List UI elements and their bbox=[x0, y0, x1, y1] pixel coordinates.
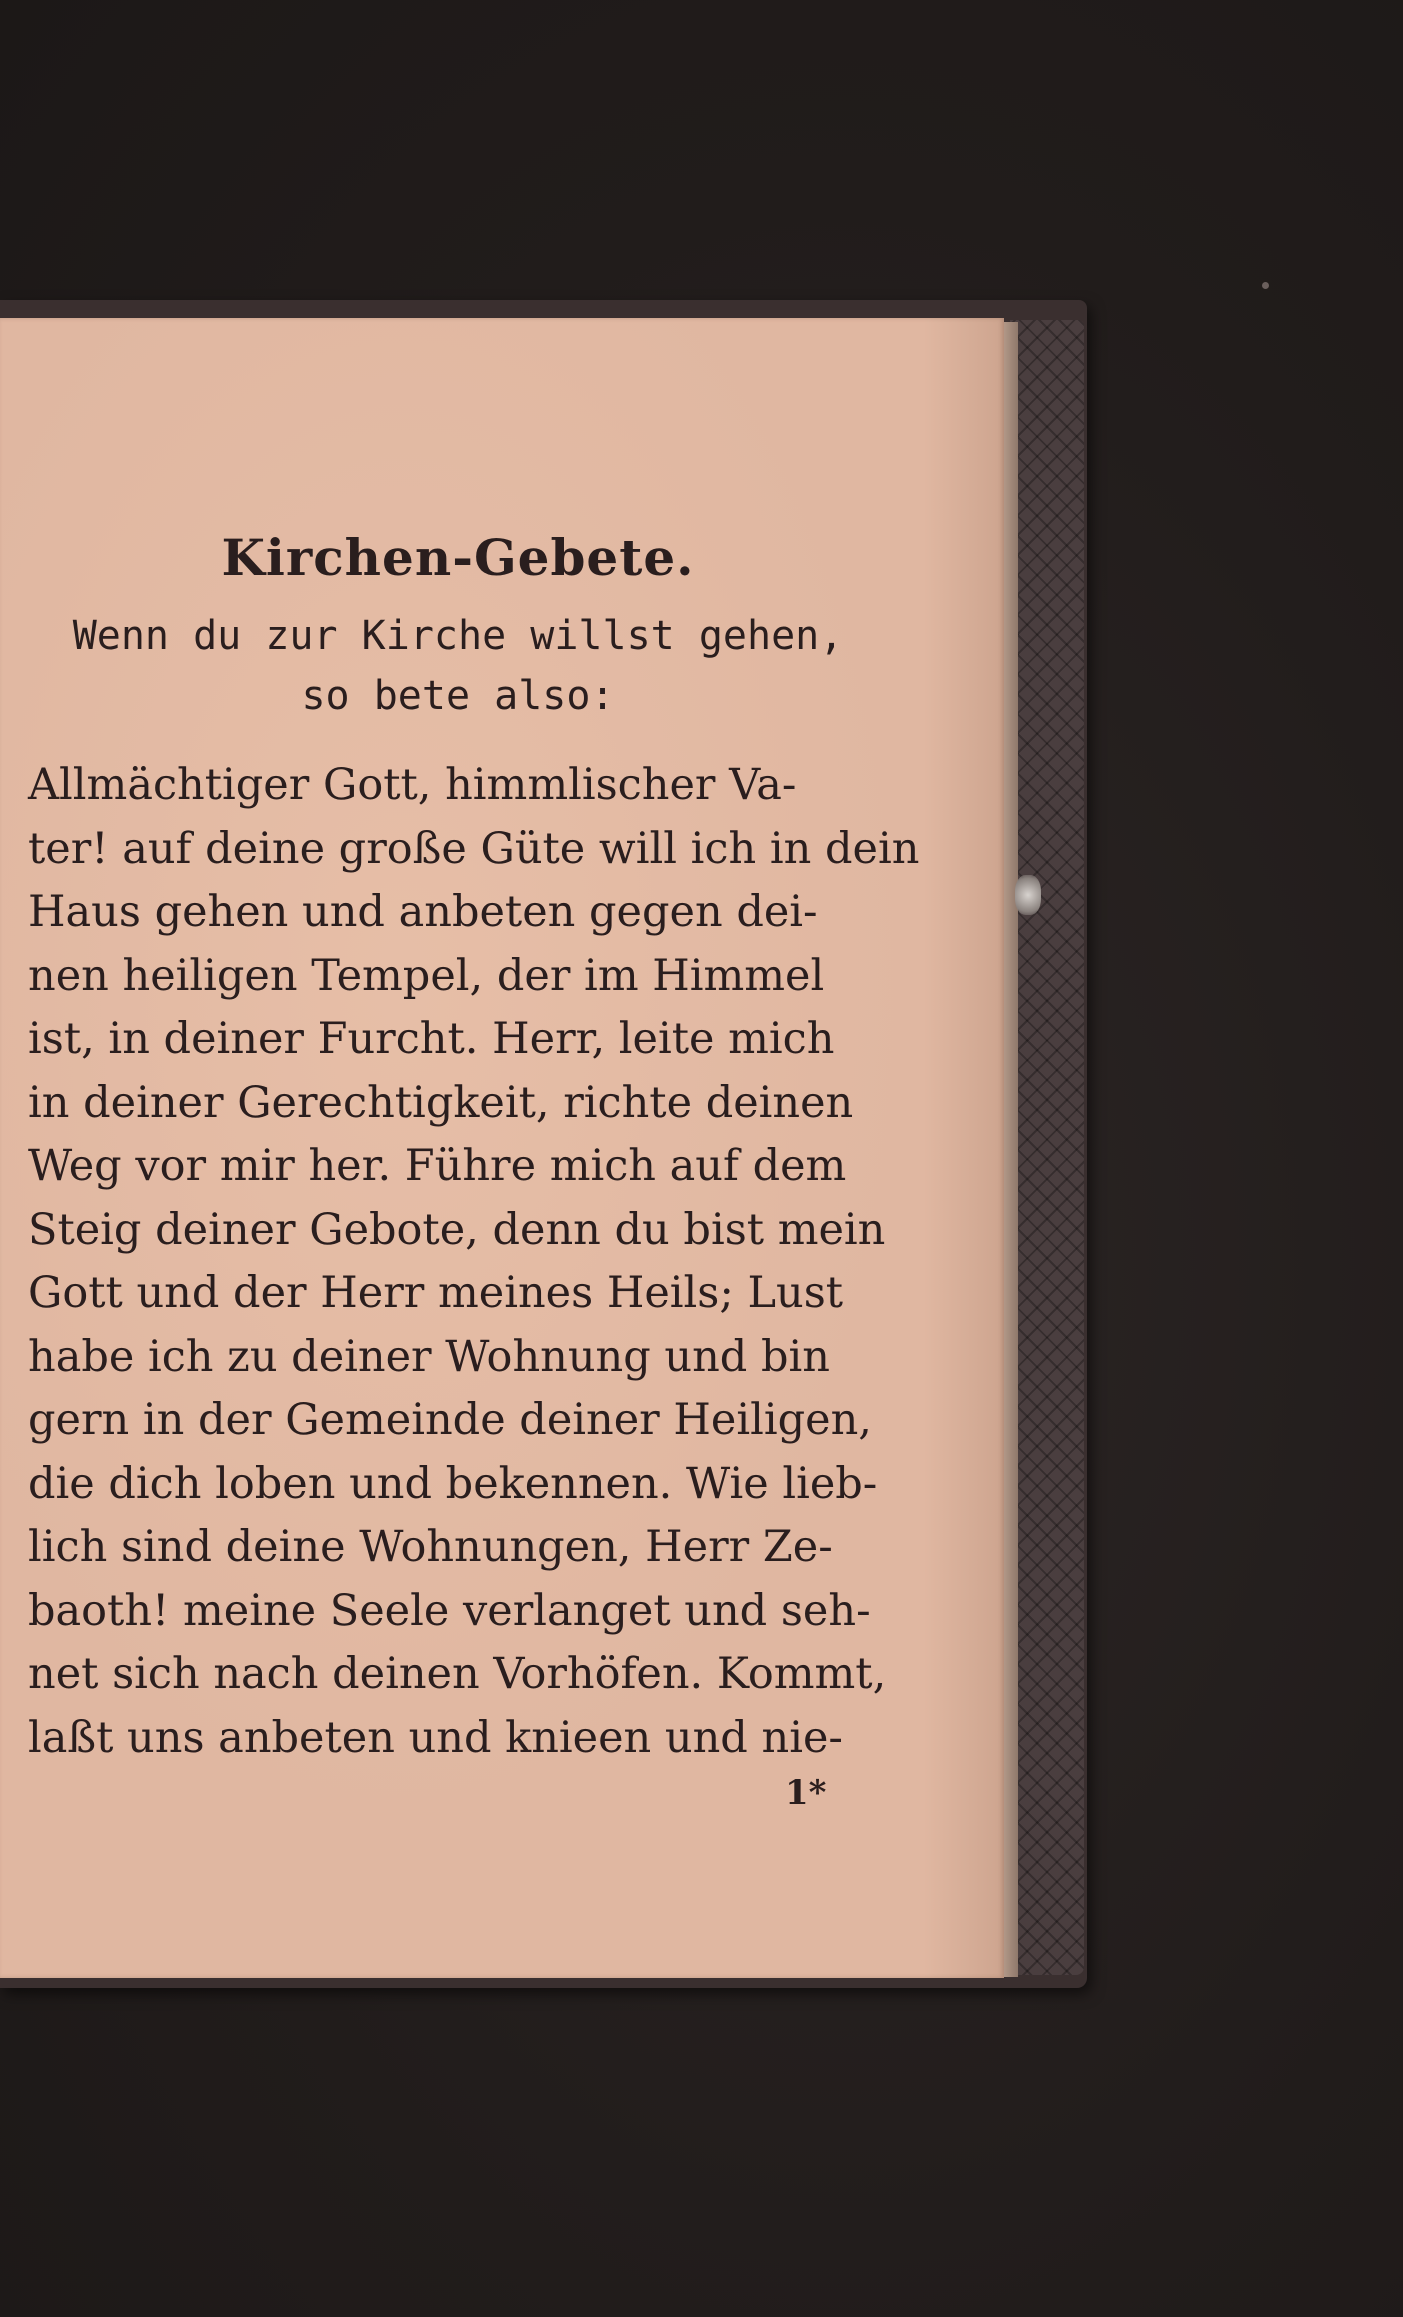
body-line: ist, in deiner Furcht. Herr, leite mich bbox=[28, 1014, 835, 1064]
body-line: Haus gehen und anbeten gegen dei- bbox=[28, 887, 818, 937]
intro-line: so bete also: bbox=[301, 673, 615, 719]
page-number: 1* bbox=[785, 1773, 827, 1813]
body-line: Gott und der Herr meines Heils; Lust bbox=[28, 1268, 844, 1318]
intro-text bbox=[28, 606, 888, 726]
prayer-body bbox=[28, 754, 920, 1770]
body-line: net sich nach deinen Vorhöfen. Kommt, bbox=[28, 1649, 887, 1699]
page-title: Kirchen-Gebete. bbox=[221, 528, 695, 587]
dust-speck bbox=[1262, 282, 1269, 289]
body-line: Allmächtiger Gott, himmlischer Va- bbox=[28, 760, 797, 810]
body-line: baoth! meine Seele verlanget und seh- bbox=[28, 1585, 871, 1636]
body-line: lich sind deine Wohnungen, Herr Ze- bbox=[28, 1522, 833, 1572]
body-line: Steig deiner Gebote, denn du bist mein bbox=[28, 1204, 886, 1255]
body-line: ter! auf deine große Güte will ich in dein bbox=[28, 823, 920, 874]
body-line: laßt uns anbeten und knieen und nie- bbox=[28, 1712, 843, 1763]
body-line: gern in der Gemeinde deiner Heiligen, bbox=[28, 1395, 872, 1445]
body-line: habe ich zu deiner Wohnung und bin bbox=[28, 1331, 830, 1382]
cover-edge-pattern bbox=[1010, 320, 1084, 1975]
intro-line: Wenn du zur Kirche willst gehen, bbox=[72, 613, 844, 659]
body-line: nen heiligen Tempel, der im Himmel bbox=[28, 950, 825, 1001]
body-line: in deiner Gerechtigkeit, richte deinen bbox=[28, 1077, 854, 1128]
body-line: Weg vor mir her. Führe mich auf dem bbox=[28, 1141, 847, 1191]
book-page bbox=[0, 318, 1004, 1978]
body-line: die dich loben und bekennen. Wie lieb- bbox=[28, 1458, 878, 1509]
metal-clasp-icon bbox=[1015, 875, 1041, 915]
page-text-block bbox=[28, 528, 920, 1770]
